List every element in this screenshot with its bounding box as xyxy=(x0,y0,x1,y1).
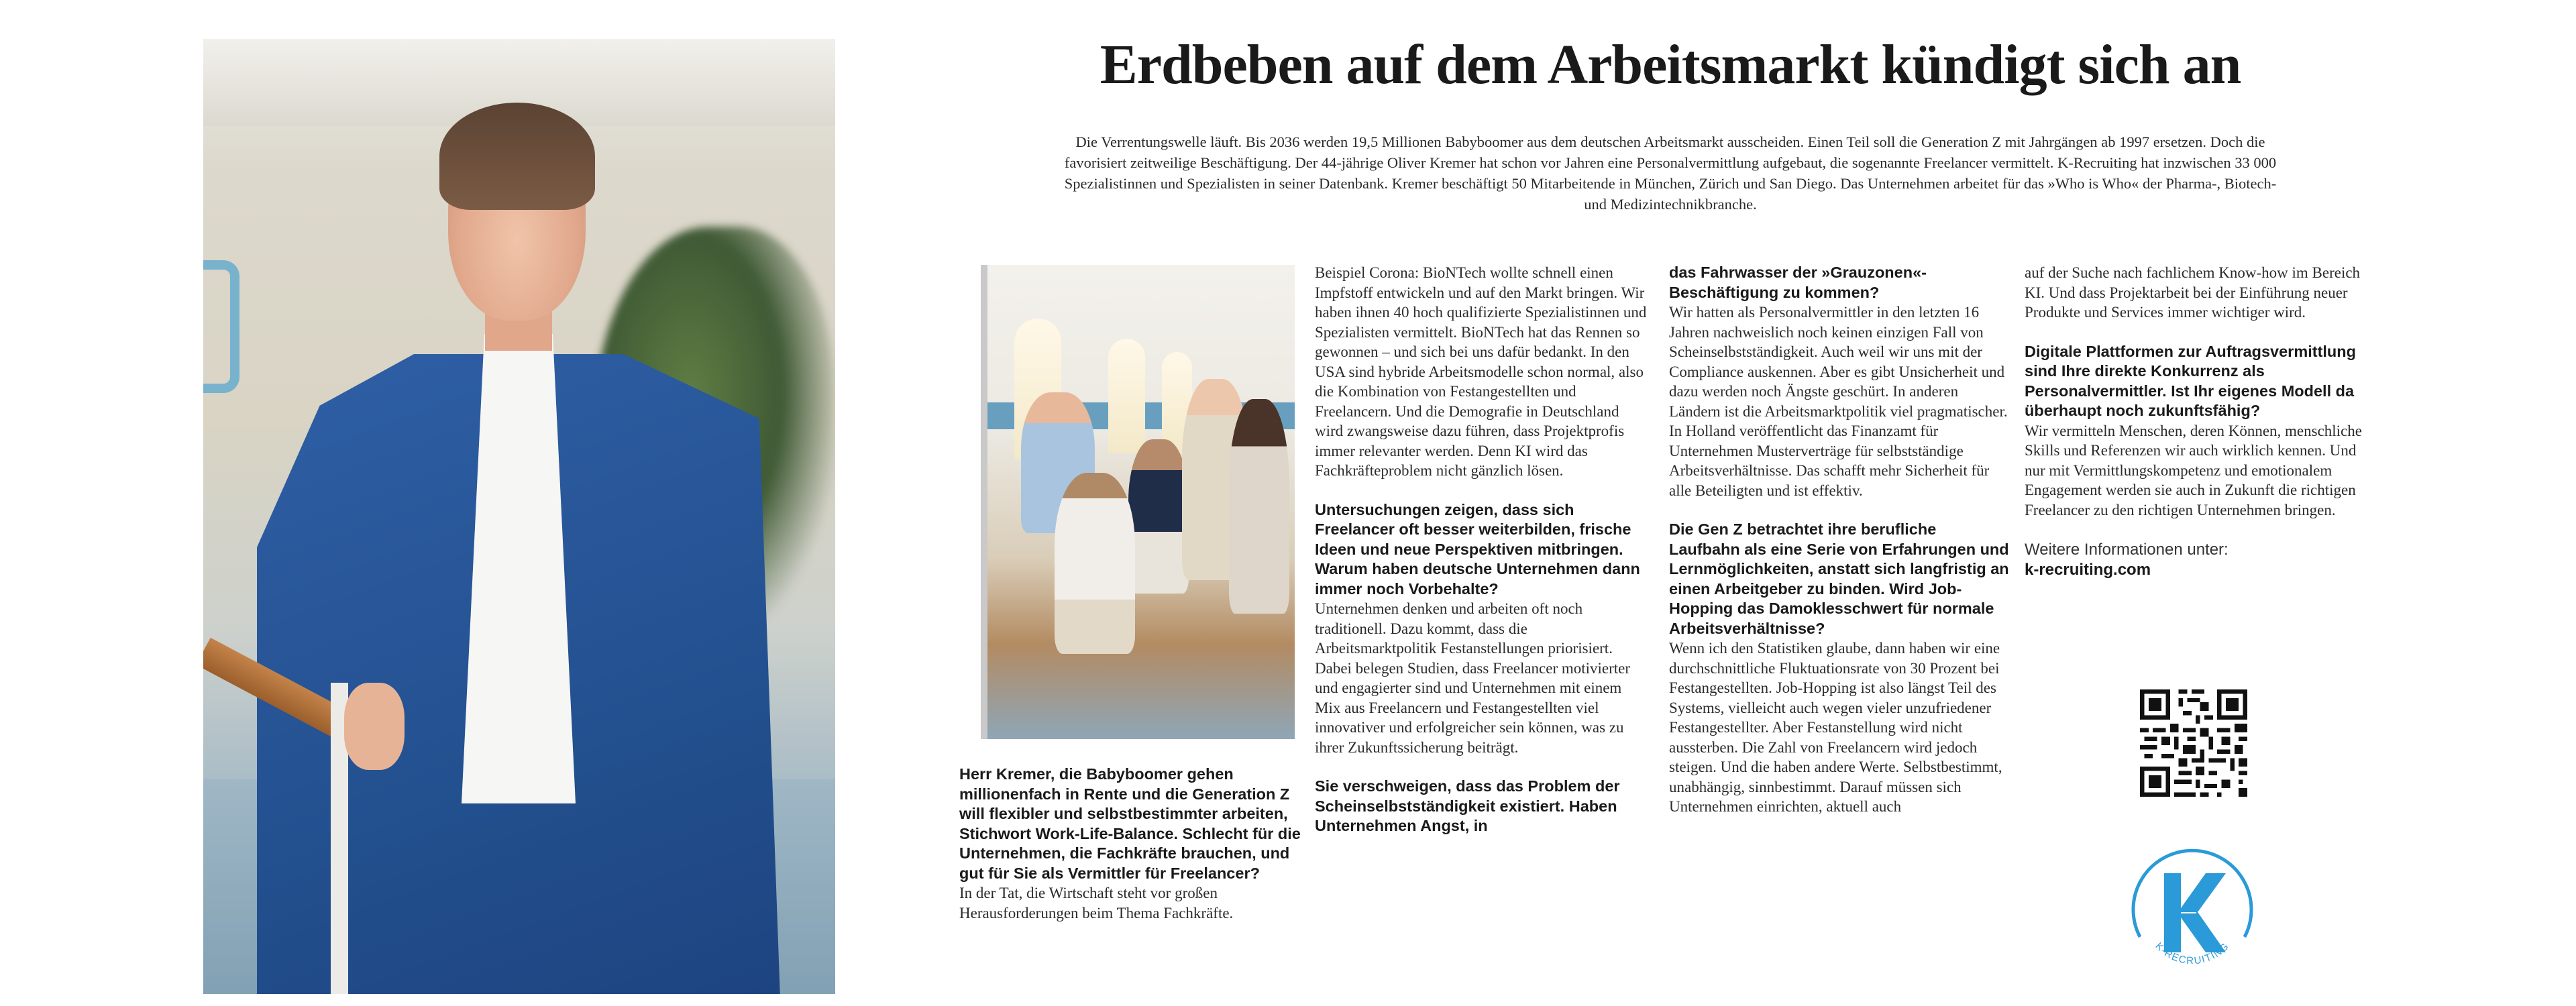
article-column-2 xyxy=(1315,263,1650,836)
portrait-photo xyxy=(203,39,835,994)
article-lead: Die Verrentungswelle läuft. Bis 2036 werden 19,5 Millionen Babyboomer aus dem deutschen Arbeitsmarkt ausscheiden. Einen Teil soll die Generation Z mit Jahrgängen ab 1997 ersetzen. Doch die favorisiert zeitweilige Beschäftigung. Der 44-jährige Oliver Kremer hat schon vor Jahren eine Personalvermittlung aufgebaut, die sogenannte Freelancer vermittelt. K-Recruiting hat inzwischen 33 000 Spezialistinnen und Spezialisten in seiner Datenbank. Kremer beschäftigt 50 Mitarbeitende in München, Zürich und San Diego. Das Unternehmen arbeitet für das »Who is Who« der Pharma-, Biotech- und Medizintechnikbranche. xyxy=(1064,133,2277,213)
interview-question: Digitale Plattformen zur Auftragsvermittlung sind Ihre direkte Konkurrenz als Personalvermittler. Ist Ihr eigenes Modell da überhaupt noch zukunftsfähig? xyxy=(2025,342,2356,419)
photo-hair xyxy=(439,103,595,210)
article-column-1 xyxy=(959,765,1301,923)
photo-person xyxy=(1128,439,1189,594)
article-headline: Erdbeben auf dem Arbeitsmarkt kündigt sich an xyxy=(1099,34,2241,96)
photo-hand xyxy=(344,683,405,770)
interview-answer: auf der Suche nach fachlichem Know-how im Bereich KI. Und dass Projektarbeit bei der Einführung neuer Produkte und Services immer wichtiger wird. xyxy=(2025,264,2361,321)
article-column-3 xyxy=(1669,263,2011,817)
qr-code-icon[interactable] xyxy=(2140,689,2247,797)
photo-arch-window xyxy=(1108,339,1145,453)
interview-answer: Wenn ich den Statistiken glaube, dann haben wir eine durchschnittliche Fluktuationsrate von 30 Prozent bei Festangestellten. Job-Hopping ist also längst Teil des Systems, vielleicht auch wegen vieler unzufriedener Festangestellter. Aber Festanstellung wird nicht aussterben. Die Zahl von Freelancern wird jedoch steigen. Und die haben andere Werte. Selbstbestimmt, unabhängig, sinnbestimmt. Darauf müssen sich Unternehmen einrichten, aktuell auch xyxy=(1669,640,2002,815)
interview-question: Herr Kremer, die Babyboomer gehen millionenfach in Rente und die Generation Z will flexibler und selbstbestimmter arbeiten, Stichwort Work-Life-Balance. Schlecht für die Unternehmen, die Fachkräfte brauchen, und gut für Sie als Vermittler für Freelancer? xyxy=(959,765,1301,882)
k-recruiting-logo-icon xyxy=(2125,846,2259,981)
interview-question: Untersuchungen zeigen, dass sich Freelancer oft besser weiterbilden, frische Ideen und neue Perspektiven mitbringen. Warum haben deutsche Unternehmen dann immer noch Vorbehalte? xyxy=(1315,500,1640,598)
interview-question: Sie verschweigen, dass das Problem der Scheinselbstständigkeit existiert. Haben Unternehmen Angst, in xyxy=(1315,777,1620,834)
interview-answer: Beispiel Corona: BioNTech wollte schnell einen Impfstoff entwickeln und auf den Markt bringen. Wir haben ihnen 40 hoch qualifizierte Spezialistinnen und Spezialisten vermittelt. BioNTech hat das Rennen so gewonnen – und sich bei uns dafür bedankt. In den USA sind hybride Arbeitsmodelle schon normal, also die Kombination von Festangestellten und Freelancern. Und die Demografie in Deutschland wird zwangsweise dazu führen, dass Projektprofis immer relevanter werden. Denn KI wird das Fachkräfteproblem nicht gänzlich lösen. xyxy=(1315,264,1647,479)
article-column-4 xyxy=(2025,263,2367,579)
interview-answer: Unternehmen denken und arbeiten oft noch traditionell. Dazu kommt, dass die Arbeitsmarktpolitik Festanstellungen priorisiert. Dabei belegen Studien, dass Freelancer motivierter und engagierter sind und Unternehmen mit einem Mix aus Freelancern und Festangestellten viel innovativer und erfolgreicher sein können, was zu ihrer Zukunftssicherung beiträgt. xyxy=(1315,600,1631,756)
photo-person xyxy=(1055,473,1135,654)
logo-text: K-RECRUITING xyxy=(2153,940,2232,967)
photo-person xyxy=(1229,399,1289,614)
interview-answer: In der Tat, die Wirtschaft steht vor großen Herausforderungen beim Thema Fachkräfte. xyxy=(959,885,1234,921)
team-photo xyxy=(981,265,1295,739)
interview-question: Die Gen Z betrachtet ihre berufliche Laufbahn als eine Serie von Erfahrungen und Lernmöglichkeiten, anstatt sich langfristig an einen Arbeitgeber zu binden. Wird Job-Hopping das Damoklesschwert für normale Arbeitsverhältnisse? xyxy=(1669,520,2009,637)
interview-question: das Fahrwasser der »Grauzonen«-Beschäftigung zu kommen? xyxy=(1669,264,1927,301)
svg-text:K-RECRUITING xyxy=(2153,940,2232,966)
interview-answer: Wir vermitteln Menschen, deren Können, menschliche Skills und Referenzen wir auch wirklich kennen. Und nur mit Vermittlungskompetenz und emotionalem Engagement werden sie auch in Zukunft die richtigen Freelancer zu den richtigen Unternehmen bringen. xyxy=(2025,422,2362,518)
interview-answer: Wir hatten als Personalvermittler in den letzten 16 Jahren nachweislich noch keinen einzigen Fall von Scheinselbstständigkeit. Auch weil wir uns mit der Compliance auskennen. Aber es gibt Unsicherheit und dazu werden noch Ängste geschürt. In anderen Ländern ist die Arbeitsmarktpolitik viel pragmatischer. In Holland veröffentlicht das Finanzamt für Unternehmen Musterverträge für selbstständige Arbeitsverhältnisse. Das schafft mehr Sicherheit für alle Beteiligten und ist effektiv. xyxy=(1669,304,2008,499)
more-info-label: Weitere Informationen unter: xyxy=(2025,541,2229,559)
photo-wall-logo-fragment xyxy=(203,260,239,393)
website-link[interactable]: k-recruiting.com xyxy=(2025,560,2151,579)
